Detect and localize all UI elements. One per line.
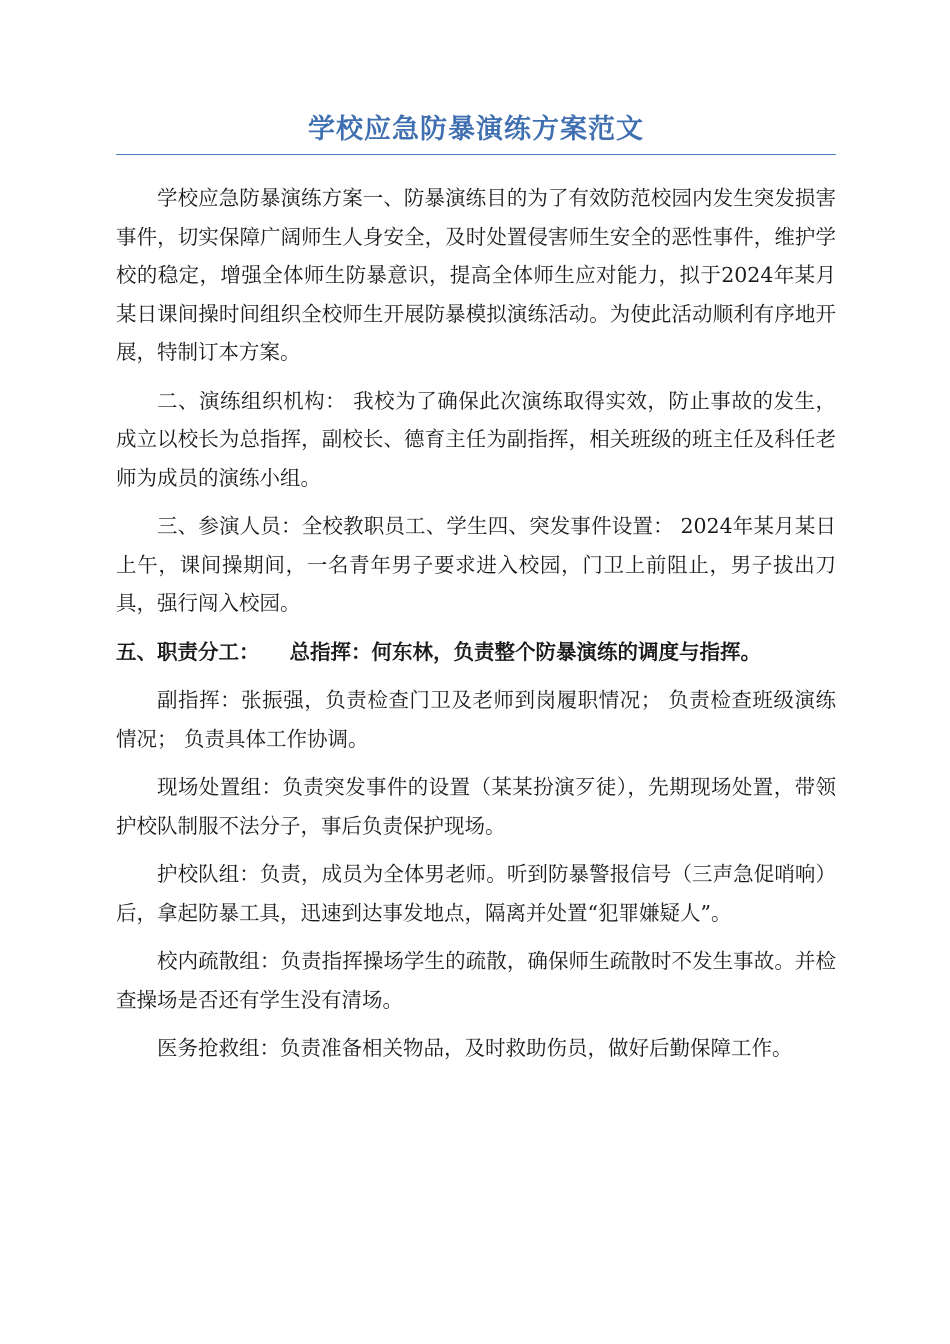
section5-heading: 五、职责分工： — [116, 639, 260, 664]
paragraph-participants: 三、参演人员：全校教职员工、学生四、突发事件设置： 2024年某月某日上午，课间操期间，一名青年男子要求进入校园，门卫上前阻止，男子拔出刀具，强行闯入校园。 — [116, 514, 836, 615]
paragraph-purpose: 学校应急防暴演练方案一、防暴演练目的为了有效防范校园内发生突发损害事件，切实保障广阔师生人身安全，及时处置侵害师生安全的恶性事件，维护学校的稳定，增强全体师生防暴意识，提高全体师生应对能力，拟于2024年某月某日课间操时间组织全校师生开展防暴模拟演练活动。为使此活动顺利有序地开展，特制订本方案。 — [116, 186, 836, 364]
section5-heading-line — [116, 633, 836, 672]
paragraph-organization: 二、演练组织机构： 我校为了确保此次演练取得实效，防止事故的发生，成立以校长为总指挥，副校长、德育主任为副指挥，相关班级的班主任及科任老师为成员的演练小组。 — [116, 388, 836, 490]
paragraph-deputy: 副指挥：张振强，负责检查门卫及老师到岗履职情况； 负责检查班级演练情况； 负责具体工作协调。 — [116, 688, 836, 751]
paragraph-onsite-team: 现场处置组：负责突发事件的设置（某某扮演歹徒），先期现场处置，带领护校队制服不法分子，事后负责保护现场。 — [116, 775, 836, 838]
paragraph-evacuation-team: 校内疏散组：负责指挥操场学生的疏散，确保师生疏散时不发生事故。并检查操场是否还有学生没有清场。 — [116, 949, 836, 1012]
section5-lead: 总指挥：何东林，负责整个防暴演练的调度与指挥。 — [289, 639, 761, 664]
paragraph-guard-team: 护校队组：负责，成员为全体男老师。听到防暴警报信号（三声急促哨响）后，拿起防暴工具，迅速到达事发地点，隔离并处置“犯罪嫌疑人”。 — [116, 862, 836, 925]
document-title: 学校应急防暴演练方案范文 — [116, 108, 836, 155]
paragraph-medical-team: 医务抢救组：负责准备相关物品，及时救助伤员，做好后勤保障工作。 — [157, 1036, 793, 1060]
document-page — [116, 108, 836, 1068]
